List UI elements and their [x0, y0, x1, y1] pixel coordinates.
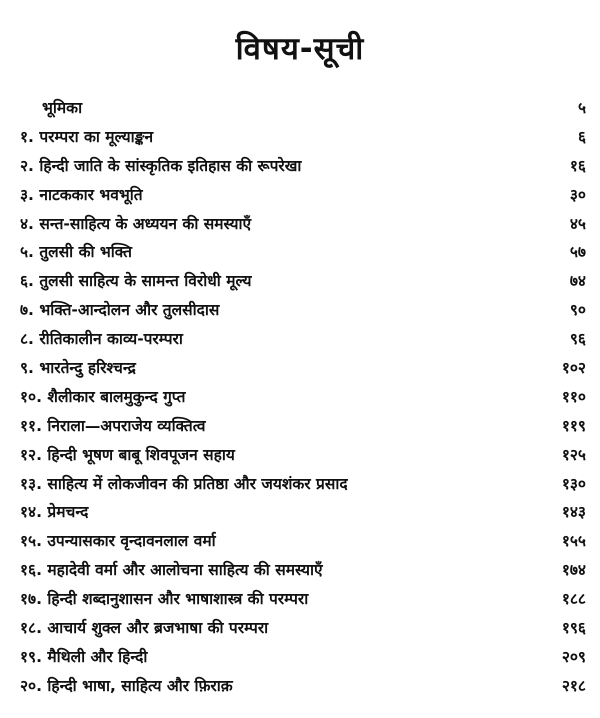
toc-entry-page: १३० — [561, 474, 586, 493]
toc-entry-title: १०. शैलीकार बालमुकुन्द गुप्त — [20, 387, 186, 406]
toc-entry-title: १७. हिन्दी शब्दानुशासन और भाषाशास्त्र की परम्परा — [20, 590, 309, 609]
page-title: विषय-सूची — [235, 30, 365, 67]
toc-entry-page: १७४ — [561, 561, 586, 580]
toc-entry-title: १४. प्रेमचन्द — [20, 503, 89, 522]
toc-entry-title: ८. रीतिकालीन काव्य-परम्परा — [20, 330, 183, 349]
toc-entry — [20, 498, 586, 527]
toc-entry-title: २०. हिन्दी भाषा, साहित्य और फ़िराक़ — [20, 676, 233, 695]
toc-entry-title: १. परम्परा का मूल्याङ्कन — [20, 127, 154, 146]
toc-entry-page: ९६ — [569, 330, 586, 349]
toc-entry — [20, 643, 586, 672]
toc-entry-page: ९० — [569, 301, 586, 320]
toc-entry-title: ९. भारतेन्दु हरिश्चन्द्र — [20, 359, 136, 378]
toc-entry-title: १८. आचार्य शुक्ल और ब्रजभाषा की परम्परा — [20, 619, 269, 638]
toc-entry-page: १६ — [569, 156, 586, 175]
toc-entry-title: ७. भक्ति-आन्दोलन और तुलसीदास — [20, 301, 220, 320]
toc-entry-page: ७४ — [569, 272, 586, 291]
toc-entry-page: ११९ — [561, 416, 586, 435]
toc-entry-page: ५७ — [569, 243, 586, 262]
toc-entry — [20, 470, 586, 499]
toc-entry — [20, 672, 586, 701]
toc-entry-title: ३. नाटककार भवभूति — [20, 185, 143, 204]
toc-entry-page: ४५ — [569, 214, 586, 233]
toc-entry — [20, 267, 586, 296]
toc-entry — [20, 325, 586, 354]
toc-entry-page: २१८ — [561, 676, 586, 695]
toc-entry — [20, 152, 586, 181]
toc-entry-page: १८८ — [561, 590, 586, 609]
toc-entry-page: ५ — [577, 99, 586, 117]
toc-entry-title: ५. तुलसी की भक्ति — [20, 243, 132, 262]
toc-entry-page: १५५ — [561, 532, 586, 551]
toc-entry — [20, 383, 586, 412]
toc-entry — [20, 441, 586, 470]
toc-entry-title: १२. हिन्दी भूषण बाबू शिवपूजन सहाय — [20, 445, 235, 464]
toc-entry-page: ६ — [577, 127, 586, 146]
toc-entry-title: १३. साहित्य में लोकजीवन की प्रतिष्ठा और जयशंकर प्रसाद — [20, 474, 348, 493]
toc-entry-page: १९६ — [561, 619, 586, 638]
toc-entry — [20, 181, 586, 210]
toc-entry-title: १५. उपन्यासकार वृन्दावनलाल वर्मा — [20, 532, 216, 551]
toc-entry — [20, 94, 586, 123]
toc-entry — [20, 585, 586, 614]
toc-entry-page: १४३ — [561, 503, 586, 522]
toc-entry-title: १९. मैथिली और हिन्दी — [20, 647, 148, 666]
toc-entry — [20, 412, 586, 441]
toc-entry — [20, 527, 586, 556]
toc-entry — [20, 296, 586, 325]
toc-entry-page: २०९ — [561, 647, 586, 666]
toc-entry-page: १०२ — [561, 359, 586, 378]
toc-entry-page: ३० — [569, 185, 586, 204]
toc-entry — [20, 556, 586, 585]
toc-entry-page: १२५ — [561, 445, 586, 464]
toc-entry — [20, 210, 586, 239]
toc-entry-title: भूमिका — [42, 99, 83, 117]
toc-entry — [20, 614, 586, 643]
toc-entry-title: ६. तुलसी साहित्य के सामन्त विरोधी मूल्य — [20, 272, 252, 291]
toc-entry-title: ११. निराला—अपराजेय व्यक्तित्व — [20, 416, 206, 435]
toc-entry-title: १६. महादेवी वर्मा और आलोचना साहित्य की समस्याएँ — [20, 561, 323, 580]
toc-entry-title: ४. सन्त-साहित्य के अध्ययन की समस्याएँ — [20, 214, 252, 233]
toc-entry — [20, 354, 586, 383]
toc-entry-title: २. हिन्दी जाति के सांस्कृतिक इतिहास की रूपरेखा — [20, 156, 302, 175]
table-of-contents — [20, 94, 586, 701]
toc-entry — [20, 238, 586, 267]
toc-entry — [20, 123, 586, 152]
toc-entry-page: ११० — [561, 387, 586, 406]
